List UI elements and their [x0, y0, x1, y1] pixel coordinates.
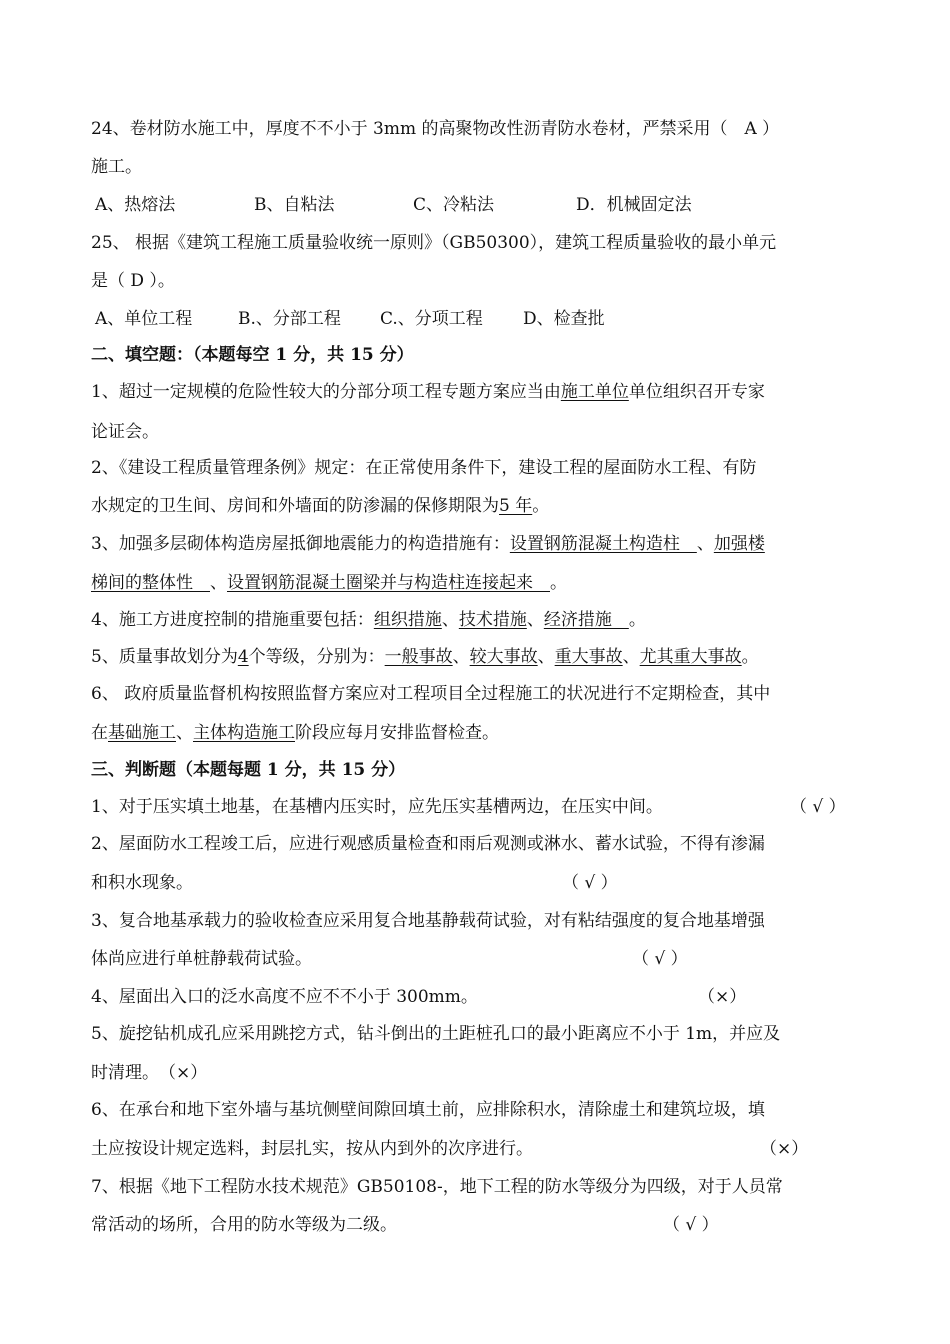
judge-q2-line1: 2、屋面防水工程竣工后，应进行观感质量检查和雨后观测或淋水、蓄水试验，不得有渗漏	[91, 834, 765, 854]
fill-q4-answer-3: 经济措施	[543, 610, 629, 630]
judge-q1-mark: （ √ ）	[790, 797, 846, 817]
fill-q6-text: 在	[91, 723, 108, 743]
judge-q2-line2: 和积水现象。	[91, 873, 193, 893]
q25-option-a: A、单位工程	[95, 309, 193, 329]
fill-q1-line2: 论证会。	[91, 422, 159, 442]
fill-q5-answer-1: 一般事故	[384, 647, 453, 667]
fill-q6-answer-2: 主体构造施工	[193, 723, 295, 743]
fill-q5-text-mid: 个等级，分别为：	[248, 647, 385, 667]
judge-q7-mark: （ √ ）	[663, 1215, 719, 1235]
fill-q1-answer: 施工单位	[560, 382, 629, 402]
fill-q4-answer-2: 技术措施	[458, 610, 527, 630]
q25-option-d: D、检查批	[523, 309, 605, 329]
judge-q7-line1: 7、根据《地下工程防水技术规范》GB50108-，地下工程的防水等级分为四级，对于人员常	[91, 1177, 783, 1197]
fill-q3-end: 。	[550, 573, 567, 593]
fill-q6-answer-1: 基础施工	[108, 723, 176, 743]
fill-q3-sep-2: 、	[210, 573, 227, 593]
fill-q5-text: 5、质量事故划分为	[91, 647, 238, 667]
judge-q6-line1: 6、在承台和地下室外墙与基坑侧壁间隙回填土前，应排除积水，清除虚土和建筑垃圾，填	[91, 1100, 765, 1120]
fill-q4-sep-2: 、	[526, 610, 544, 630]
q24-line2: 施工。	[91, 157, 142, 177]
fill-q3-answer-3: 设置钢筋混凝土圈梁并与构造柱连接起来	[227, 573, 550, 593]
fill-q3-line1	[91, 532, 765, 556]
q25-option-b: B.、分部工程	[238, 309, 341, 329]
judge-q6-mark: （×）	[760, 1139, 809, 1159]
fill-q3-answer-1: 设置钢筋混凝土构造柱	[509, 534, 697, 554]
fill-q5-answer-2: 较大事故	[469, 647, 538, 667]
fill-q6-line1: 6、 政府质量监督机构按照监督方案应对工程项目全过程施工的状况进行不定期检查，其中	[91, 684, 771, 704]
fill-q4-end: 。	[628, 610, 646, 630]
fill-q1-text-end: 单位组织召开专家	[628, 382, 765, 402]
q24-option-b: B、自粘法	[254, 195, 335, 215]
judge-q5-line2: 时清理。 （×）	[91, 1063, 208, 1083]
q25-option-c: C.、分项工程	[380, 309, 483, 329]
judge-q2-mark: （ √ ）	[562, 873, 618, 893]
fill-q1-text: 1、超过一定规模的危险性较大的分部分项工程专题方案应当由	[91, 382, 561, 402]
q24-option-a: A、热熔法	[95, 195, 176, 215]
fill-q6-text-end: 阶段应每月安排监督检查。	[295, 723, 499, 743]
section3-title: 三、判断题（本题每题 1 分，共 15 分）	[91, 760, 406, 780]
fill-q3-line2	[91, 571, 567, 595]
fill-q3-sep-1: 、	[696, 534, 714, 554]
fill-q5-end: 。	[741, 647, 759, 667]
fill-q5-answer-3: 重大事故	[554, 647, 623, 667]
fill-q6-sep: 、	[176, 723, 193, 743]
judge-q3-mark: （ √ ）	[632, 949, 688, 969]
q25-line1: 25、 根据《建筑工程施工质量验收统一原则》（GB50300），建筑工程质量验收的最小单元	[91, 233, 777, 253]
section2-title: 二、填空题：（本题每空 1 分，共 15 分）	[91, 345, 414, 365]
fill-q4-line1	[91, 608, 646, 632]
fill-q2-answer: 5 年	[499, 496, 533, 516]
fill-q3-text: 3、加强多层砌体构造房屋抵御地震能力的构造措施有：	[91, 534, 510, 554]
judge-q5-line1: 5、旋挖钻机成孔应采用跳挖方式，钻斗倒出的土距桩孔口的最小距离应不小于 1m，并应及	[91, 1024, 781, 1044]
q25-line2: 是（ D ）。	[91, 271, 175, 291]
fill-q6-line2	[91, 721, 499, 745]
fill-q2-text: 水规定的卫生间、房间和外墙面的防渗漏的保修期限为	[91, 496, 499, 516]
fill-q3-answer-2b: 梯间的整体性	[91, 573, 210, 593]
fill-q4-sep-1: 、	[441, 610, 459, 630]
judge-q1-line1: 1、对于压实填土地基，在基槽内压实时，应先压实基槽两边，在压实中间。	[91, 797, 663, 817]
fill-q5-sep-2: 、	[537, 647, 555, 667]
fill-q5-answer-4: 尤其重大事故	[639, 647, 742, 667]
fill-q2-text-end: 。	[532, 496, 550, 516]
fill-q4-text: 4、施工方进度控制的措施重要包括：	[91, 610, 374, 630]
judge-q3-line1: 3、复合地基承载力的验收检查应采用复合地基静载荷试验，对有粘结强度的复合地基增强	[91, 911, 765, 931]
q24-line1: 24、卷材防水施工中，厚度不不小于 3mm 的高聚物改性沥青防水卷材，严禁采用（ A ）	[91, 119, 780, 139]
fill-q1-line1	[91, 380, 765, 404]
judge-q6-line2: 土应按设计规定选料，封层扎实，按从内到外的次序进行。	[91, 1139, 533, 1159]
fill-q2-line2	[91, 494, 549, 518]
fill-q3-answer-2a: 加强楼	[713, 534, 765, 554]
fill-q5-count: 4	[237, 647, 249, 667]
fill-q5-line1	[91, 645, 759, 669]
fill-q5-sep-1: 、	[452, 647, 470, 667]
q24-option-c: C、冷粘法	[413, 195, 495, 215]
fill-q2-line1: 2、《建设工程质量管理条例》规定：在正常使用条件下，建设工程的屋面防水工程、有防	[91, 458, 757, 478]
judge-q3-line2: 体尚应进行单桩静载荷试验。	[91, 949, 312, 969]
judge-q4-line1: 4、屋面出入口的泛水高度不应不不小于 300mm。	[91, 987, 478, 1007]
fill-q4-answer-1: 组织措施	[373, 610, 442, 630]
q24-option-d: D．机械固定法	[576, 195, 692, 215]
judge-q7-line2: 常活动的场所，合用的防水等级为二级。	[91, 1215, 397, 1235]
fill-q5-sep-3: 、	[622, 647, 640, 667]
judge-q4-mark: （×）	[698, 987, 747, 1007]
